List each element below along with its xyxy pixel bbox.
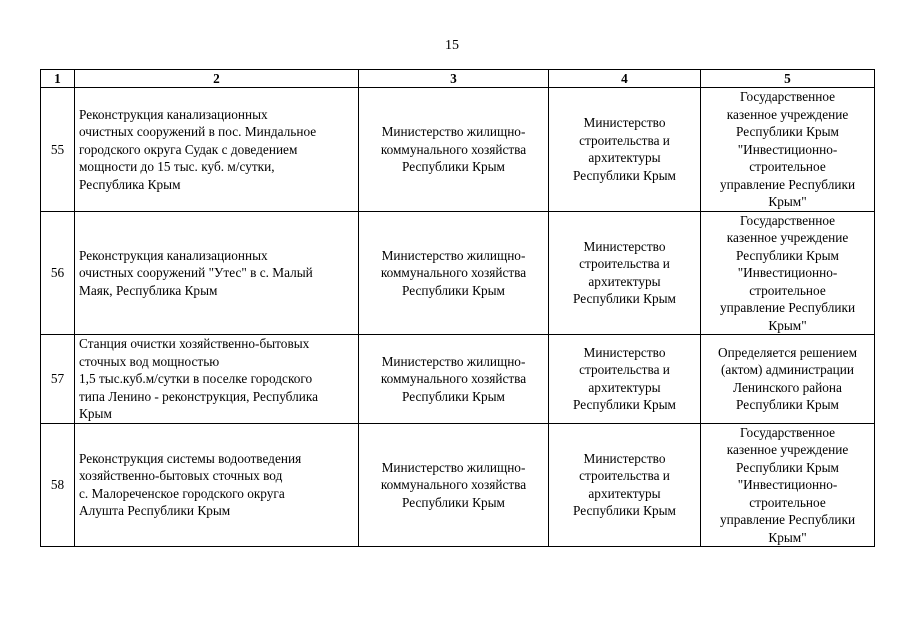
object-name: Реконструкция системы водоотведения хозяйственно-бытовых сточных вод с. Малореченское городского округа Алушта Республики Крым — [79, 450, 302, 519]
row-number: 57 — [41, 335, 75, 424]
customer: Министерство жилищно- коммунального хозяйства Республики Крым — [380, 124, 527, 174]
builder: Определяется решением (актом) администрации Ленинского района Республики Крым — [718, 344, 857, 413]
customer: Министерство жилищно- коммунального хозяйства Республики Крым — [380, 459, 527, 510]
column-header-5: 5 — [701, 70, 875, 88]
table-row — [41, 335, 875, 424]
customer: Министерство жилищно- коммунального хозяйства Республики Крым — [380, 353, 527, 404]
builder-cell — [701, 335, 875, 424]
builder: Государственное казенное учреждение Республики Крым "Инвестиционно- строительное управление Республики Крым" — [719, 89, 856, 209]
customer: Министерство жилищно- коммунального хозяйства Республики Крым — [380, 247, 527, 298]
customer-cell — [359, 335, 549, 424]
developer-cell — [549, 211, 701, 335]
column-header-3: 3 — [359, 70, 549, 88]
customer-cell — [359, 88, 549, 212]
object-name: Реконструкция канализационных очистных сооружений в пос. Миндальное городского округа Судак с доведением мощности до 15 тыс. куб. м/сутки, Республика Крым — [79, 106, 317, 192]
developer: Министерство строительства и архитектуры Республики Крым — [573, 344, 676, 413]
table-row — [41, 88, 875, 212]
table-header-row — [41, 70, 875, 88]
row-number: 56 — [41, 211, 75, 335]
column-header-1: 1 — [41, 70, 75, 88]
builder-cell — [701, 211, 875, 335]
object-name-cell — [75, 88, 359, 212]
object-name: Реконструкция канализационных очистных сооружений "Утес" в с. Малый Маяк, Республика Крым — [79, 247, 313, 298]
row-number: 55 — [41, 88, 75, 212]
table-row — [41, 211, 875, 335]
builder-cell — [701, 423, 875, 547]
column-header-4: 4 — [549, 70, 701, 88]
document-table — [40, 69, 875, 547]
object-name-cell — [75, 335, 359, 424]
page-number: 15 — [445, 38, 459, 53]
column-header-2: 2 — [75, 70, 359, 88]
object-name-cell — [75, 211, 359, 335]
developer-cell — [549, 88, 701, 212]
builder: Государственное казенное учреждение Республики Крым "Инвестиционно- строительное управление Республики Крым" — [719, 212, 856, 333]
customer-cell — [359, 423, 549, 547]
row-number: 58 — [41, 423, 75, 547]
customer-cell — [359, 211, 549, 335]
object-name: Станция очистки хозяйственно-бытовых сточных вод мощностью 1,5 тыс.куб.м/сутки в поселке городского типа Ленино - реконструкция, Республика Крым — [79, 336, 319, 421]
developer: Министерство строительства и архитектуры Республики Крым — [573, 238, 676, 307]
developer: Министерство строительства и архитектуры Республики Крым — [573, 450, 676, 519]
object-name-cell — [75, 423, 359, 547]
developer-cell — [549, 335, 701, 424]
developer: Министерство строительства и архитектуры Республики Крым — [573, 115, 676, 183]
builder-cell — [701, 88, 875, 212]
developer-cell — [549, 423, 701, 547]
table-row — [41, 423, 875, 547]
builder: Государственное казенное учреждение Республики Крым "Инвестиционно- строительное управление Республики Крым" — [719, 424, 856, 545]
